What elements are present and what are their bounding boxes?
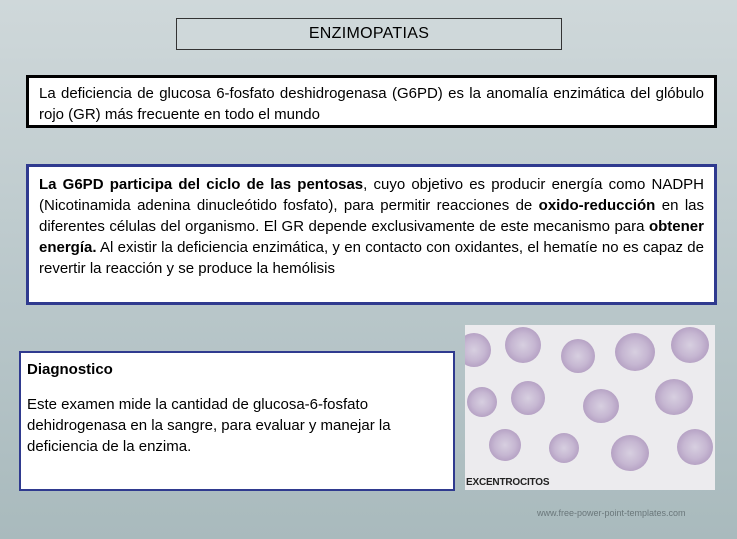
red-cell [489, 429, 521, 461]
red-cell [465, 333, 491, 367]
definition-box [26, 75, 717, 128]
red-cell [671, 327, 709, 363]
red-cell [583, 389, 619, 423]
red-cell [655, 379, 693, 415]
red-cell [511, 381, 545, 415]
image-caption: EXCENTROCITOS [466, 477, 550, 488]
red-cell [549, 433, 579, 463]
mechanism-text-1: , cuyo objetivo es producir energía como NADPH (Nicotinamida adenina dinucleótido fosfato), para permitir reacciones de [39, 176, 704, 214]
red-cell [467, 387, 497, 417]
diagnosis-heading: Diagnostico [27, 361, 113, 378]
blood-smear-image [465, 325, 715, 490]
red-cell [611, 435, 649, 471]
mechanism-text-3: Al existir la deficiencia enzimática, y en contacto con oxidantes, el hematíe no es capaz de revertir la reacción y se produce la hemólisis [39, 239, 704, 277]
mechanism-text-2: en las diferentes células del organismo. El GR depende exclusivamente de este mecanismo para [39, 197, 704, 235]
red-cell [677, 429, 713, 465]
slide-title [176, 18, 562, 50]
slide-title-text: ENZIMOPATIAS [308, 25, 430, 42]
diagnosis-text: Este examen mide la cantidad de glucosa-6-fosfato dehidrogenasa en la sangre, para evaluar y manejar la deficiencia de la enzima. [27, 396, 391, 455]
red-cell [561, 339, 595, 373]
definition-text: La deficiencia de glucosa 6-fosfato deshidrogenasa (G6PD) es la anomalía enzimática del glóbulo rojo (GR) más frecuente en todo el mundo [39, 85, 704, 123]
mechanism-bold-2: oxido-reducción [538, 197, 656, 214]
mechanism-box [26, 164, 717, 305]
diagnosis-box [19, 351, 455, 491]
mechanism-bold-3: obtener energía. [39, 218, 704, 256]
red-cell [505, 327, 541, 363]
footer-watermark: www.free-power-point-templates.com [537, 508, 686, 518]
red-cell [615, 333, 655, 371]
mechanism-bold-1: La G6PD participa del ciclo de las pentosas [39, 176, 364, 193]
